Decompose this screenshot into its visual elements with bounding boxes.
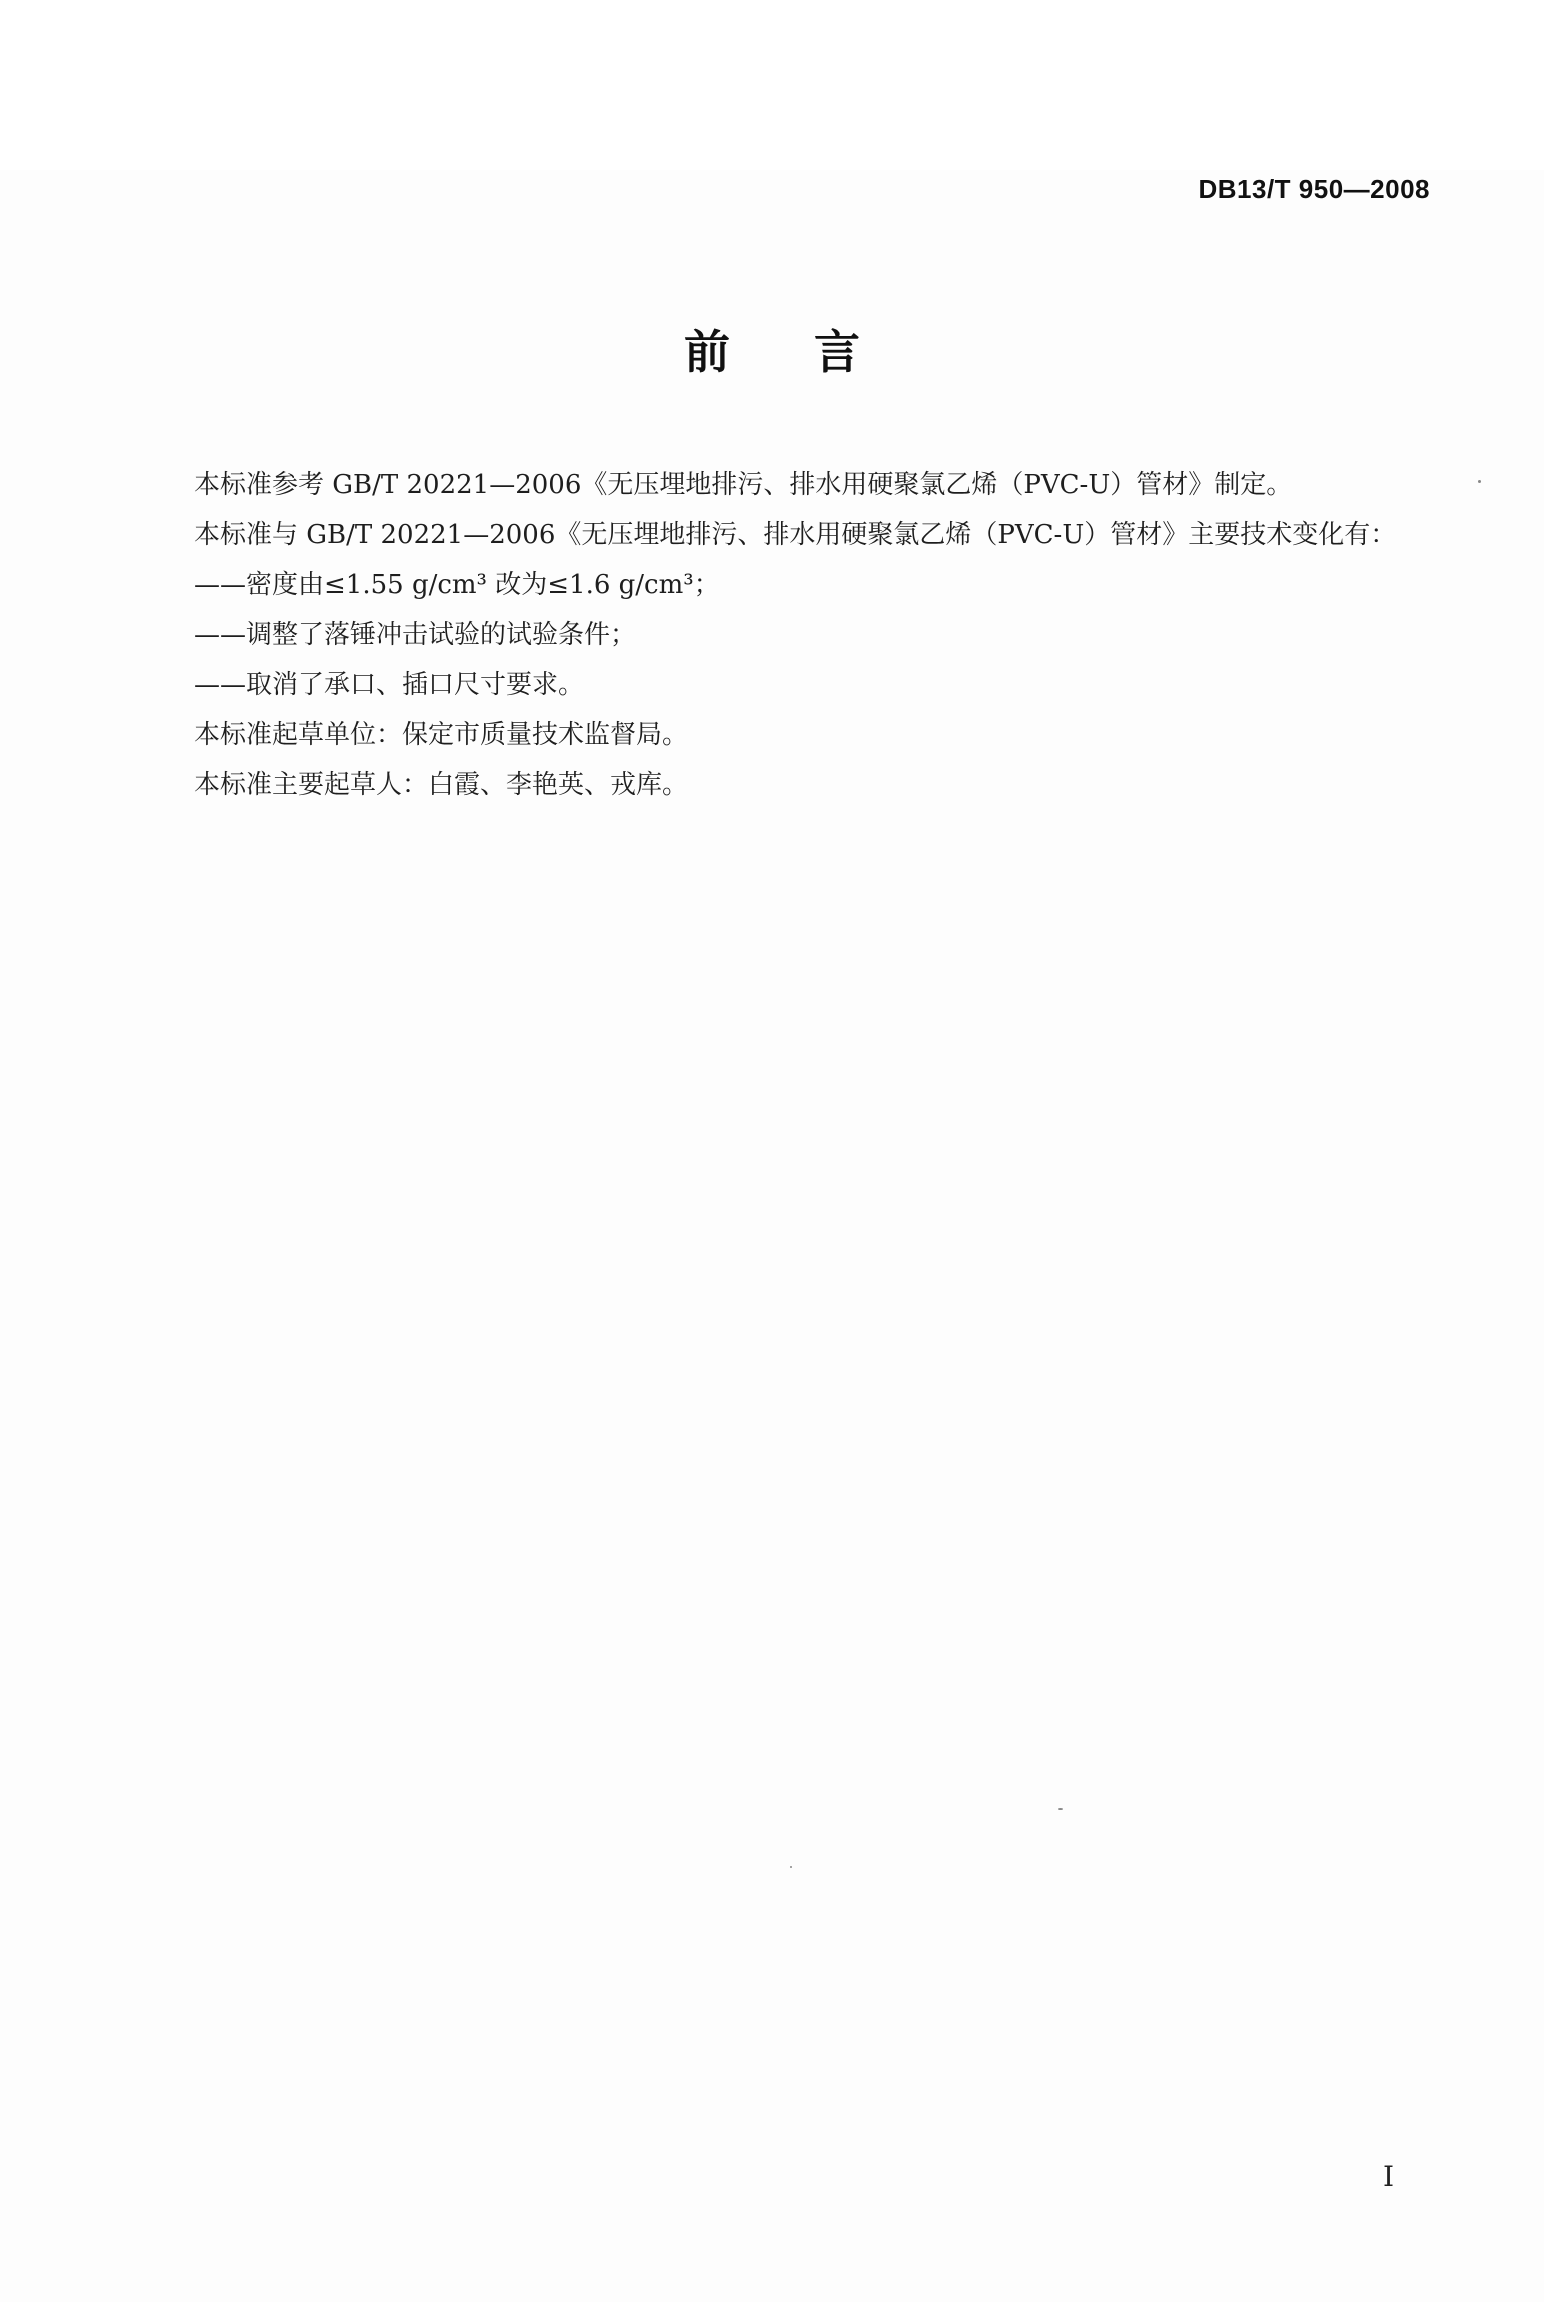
- scan-margin: [0, 0, 1544, 170]
- paragraph-technical-changes: 本标准与 GB/T 20221—2006《无压埋地排污、排水用硬聚氯乙烯（PVC-U）管材》主要技术变化有：: [194, 520, 1397, 550]
- paragraph-drafting-unit: 本标准起草单位：保定市质量技术监督局。: [194, 720, 689, 750]
- change-item-density: ——密度由≤1.55 g/cm³ 改为≤1.6 g/cm³；: [194, 570, 720, 600]
- scan-speck: [1058, 1808, 1063, 1810]
- scan-speck: [790, 1866, 792, 1868]
- change-item-socket-size: ——取消了承口、插口尺寸要求。: [194, 670, 585, 700]
- scan-speck: [1478, 480, 1481, 483]
- paragraph-drafters: 本标准主要起草人：白霞、李艳英、戎库。: [194, 770, 689, 800]
- change-item-impact-test: ——调整了落锤冲击试验的试验条件；: [194, 620, 637, 650]
- title-char-1: 前: [684, 325, 730, 379]
- document-body: [140, 460, 1430, 810]
- title-char-2: 言: [814, 325, 860, 379]
- page-title: [0, 316, 1544, 382]
- paragraph-reference-standard: 本标准参考 GB/T 20221—2006《无压埋地排污、排水用硬聚氯乙烯（PVC-U）管材》制定。: [194, 470, 1293, 500]
- page-number: I: [1382, 2160, 1394, 2193]
- document-code: DB13/T 950—2008: [1198, 174, 1430, 204]
